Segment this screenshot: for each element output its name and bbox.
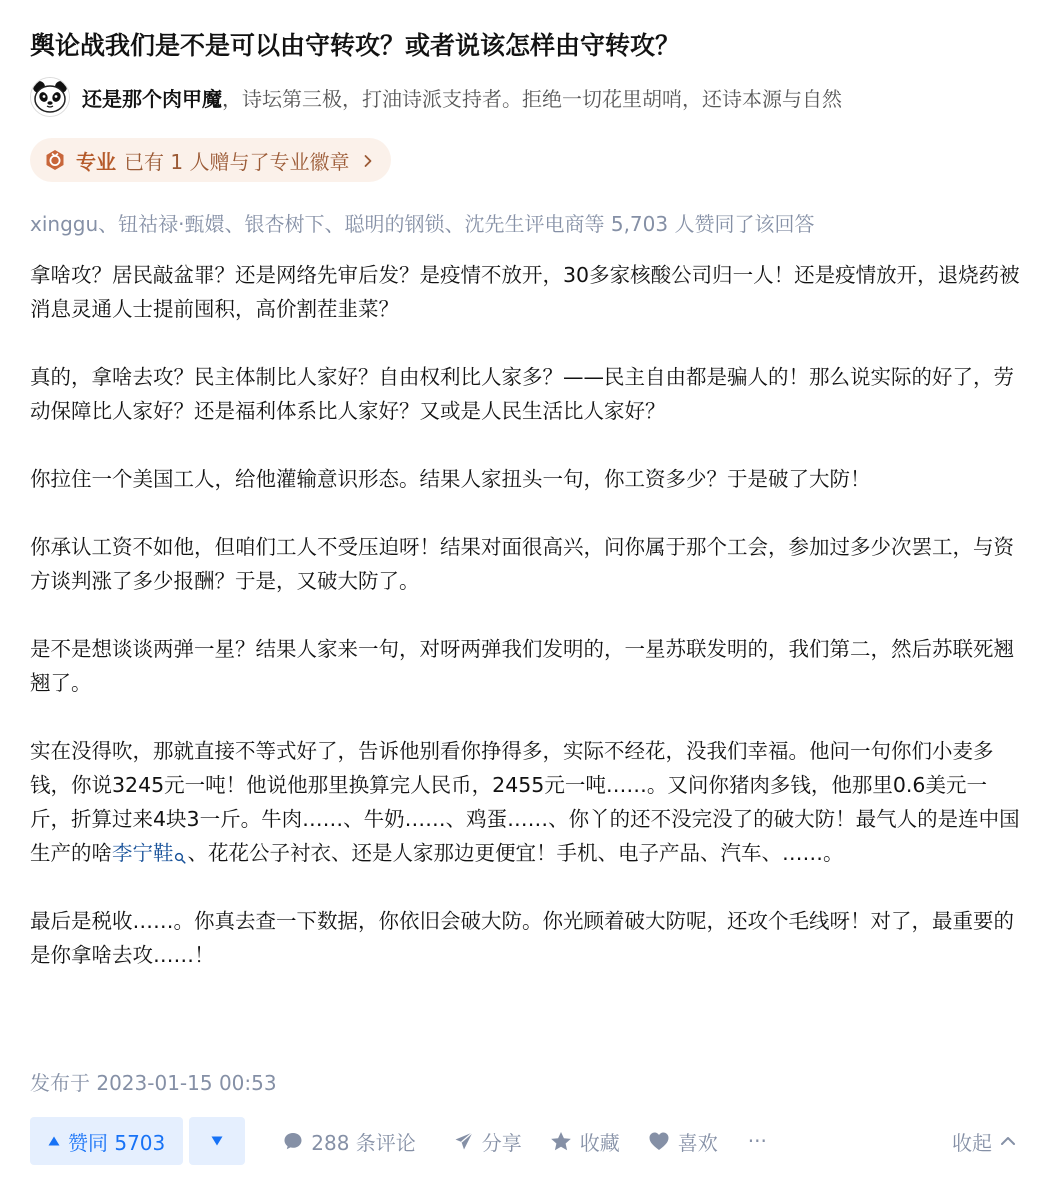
question-title[interactable]: 舆论战我们是不是可以由守转攻？或者说该怎样由守转攻？ (30, 31, 681, 60)
badge-label: 专业 (76, 149, 116, 174)
content-paragraph: 你承认工资不如他，但咱们工人不受压迫呀！结果对面很高兴，问你属于那个工会，参加过多少次罢工，与资方谈判涨了多少报酬？于是，又破大防了。 (30, 535, 1014, 593)
more-options-button[interactable] (748, 1129, 767, 1153)
content-text: 、花花公子衬衣、还是人家那边更便宜！手机、电子产品、汽车、……。 (187, 841, 844, 865)
chevron-up-icon (1000, 1135, 1016, 1147)
content-paragraph: 真的，拿啥去攻？民主体制比人家好？自由权利比人家多？——民主自由都是骗人的！那么说实际的好了，劳动保障比人家好？还是福利体系比人家好？又或是人民生活比人家好？ (30, 365, 1014, 423)
favorite-button[interactable] (550, 1127, 620, 1156)
share-label: 分享 (481, 1130, 522, 1155)
search-icon (174, 840, 186, 852)
author-bio: 诗坛第三极，打油诗派支持者。拒绝一切花里胡哨，还诗本源与自然 (242, 86, 842, 111)
publish-time[interactable]: 发布于 2023-01-15 00:53 (30, 1071, 277, 1095)
comments-button[interactable] (283, 1127, 416, 1156)
author-name[interactable]: 还是那个肉甲魔 (82, 86, 222, 111)
like-button[interactable] (648, 1127, 718, 1156)
downvote-button[interactable] (189, 1117, 245, 1165)
upvote-button[interactable] (30, 1117, 183, 1165)
badge-text: 已有 1 人赠与了专业徽章 (124, 149, 350, 174)
star-icon (550, 1131, 572, 1152)
collapse-label: 收起 (952, 1130, 992, 1155)
triangle-up-icon (48, 1136, 60, 1146)
share-button[interactable] (454, 1127, 522, 1156)
chevron-right-icon (361, 153, 375, 167)
collapse-button[interactable] (952, 1127, 1016, 1156)
answer-content (30, 258, 1020, 1006)
content-paragraph: 拿啥攻？居民敲盆罪？还是网络先审后发？是疫情不放开，30多家核酸公司归一人！还是疫情放开，退烧药被消息灵通人士提前囤积，高价割茬韭菜？ (30, 263, 1020, 321)
badge-icon (44, 149, 66, 171)
panda-avatar-icon[interactable] (30, 77, 70, 117)
action-bar (30, 1117, 1016, 1165)
author-separator: ， (222, 86, 242, 111)
professional-badge-button[interactable] (30, 138, 391, 182)
content-paragraph: 是不是想谈谈两弹一星？结果人家来一句，对呀两弹我们发明的，一星苏联发明的，我们第二，然后苏联死翘翘了。 (30, 637, 1014, 695)
triangle-down-icon (211, 1136, 223, 1146)
heart-icon (648, 1131, 670, 1151)
more-dots-icon: ··· (747, 1129, 767, 1153)
content-paragraph (30, 734, 1020, 870)
comment-bubble-icon (283, 1131, 303, 1151)
content-paragraph: 最后是税收……。你真去查一下数据，你依旧会破大防。你光顾着破大防呢，还攻个毛线呀！对了，最重要的是你拿啥去攻……！ (30, 909, 1014, 967)
search-link-text: 李宁鞋 (112, 841, 174, 865)
content-text: 实在没得吹，那就直接不等式好了，告诉他别看你挣得多，实际不经花，没我们幸福。他问一句你们小麦多钱，你说3245元一吨！他说他那里换算完人民币，2455元一吨……。又问你猪肉多钱，他那里0.6美元一斤，折算过来4块3一斤。牛肉……、牛奶……、鸡蛋……、你丫的还不没完没了的破大防！最气人的是连中国生产的啥 (30, 739, 1020, 865)
search-link-li-ning-shoes[interactable] (112, 841, 188, 865)
content-paragraph: 你拉住一个美国工人，给他灌输意识形态。结果人家扭头一句，你工资多少？于是破了大防！ (30, 467, 871, 491)
paper-plane-icon (454, 1131, 474, 1151)
comments-label: 288 条评论 (311, 1130, 416, 1155)
like-label: 喜欢 (677, 1130, 718, 1155)
favorite-label: 收藏 (579, 1130, 620, 1155)
upvote-label: 赞同 5703 (68, 1130, 166, 1155)
voters-summary[interactable]: xinggu、钮祜禄·甄嬛、银杏树下、聪明的钢锁、沈先生评电商等 5,703 人赞同了该回答 (30, 212, 815, 236)
author-row (30, 76, 842, 118)
